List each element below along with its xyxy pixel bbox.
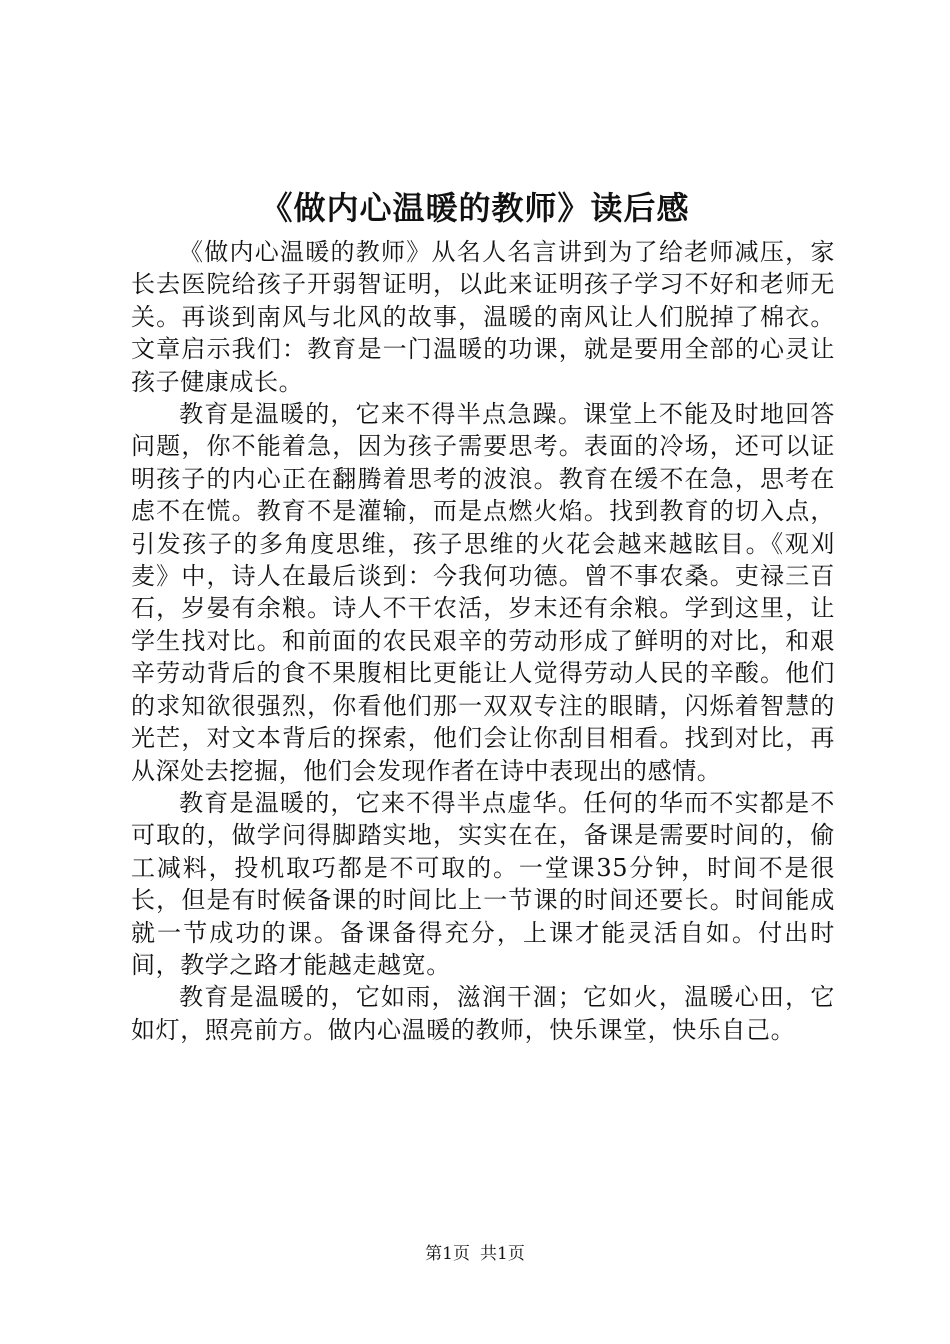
paragraph-2: 教育是温暖的，它来不得半点急躁。课堂上不能及时地回答问题，你不能着急，因为孩子需要思考。表面的冷场，还可以证明孩子的内心正在翻腾着思考的波浪。教育在缓不在急，思考在虑不在慌。教育不是灌输，而是点燃火焰。找到教育的切入点，引发孩子的多角度思维，孩子思维的火花会越来越眩目。《观刈麦》中，诗人在最后谈到：今我何功德。曾不事农桑。吏禄三百石，岁晏有余粮。诗人不干农活，岁末还有余粮。学到这里，让学生找对比。和前面的农民艰辛的劳动形成了鲜明的对比，和艰辛劳动背后的食不果腹相比更能让人觉得劳动人民的辛酸。他们的求知欲很强烈，你看他们那一双双专注的眼睛，闪烁着智慧的光芒，对文本背后的探索，他们会让你刮目相看。找到对比，再从深处去挖掘，他们会发现作者在诗中表现出的感情。 <box>131 400 835 785</box>
paragraph-1: 《做内心温暖的教师》从名人名言讲到为了给老师减压，家长去医院给孩子开弱智证明，以此来证明孩子学习不好和老师无关。再谈到南风与北风的故事，温暖的南风让人们脱掉了棉衣。文章启示我们：教育是一门温暖的功课，就是要用全部的心灵让孩子健康成长。 <box>131 238 835 396</box>
document-title: 《做内心温暖的教师》读后感 <box>260 189 690 227</box>
document-body <box>131 236 835 1046</box>
paragraph-4: 教育是温暖的，它如雨，滋润干涸；它如火，温暖心田，它如灯，照亮前方。做内心温暖的教师，快乐课堂，快乐自己。 <box>131 983 835 1044</box>
paragraph-3: 教育是温暖的，它来不得半点虚华。任何的华而不实都是不可取的，做学问得脚踏实地，实实在在，备课是需要时间的，偷工减料，投机取巧都是不可取的。一堂课35分钟，时间不是很长，但是有时候备课的时间比上一节课的时间还要长。时间能成就一节成功的课。备课备得充分，上课才能灵活自如。付出时间，教学之路才能越走越宽。 <box>131 788 835 979</box>
page-number-current: 第1页 <box>425 1244 470 1264</box>
page-footer <box>0 1242 950 1266</box>
page-number-total: 共1页 <box>480 1244 525 1264</box>
